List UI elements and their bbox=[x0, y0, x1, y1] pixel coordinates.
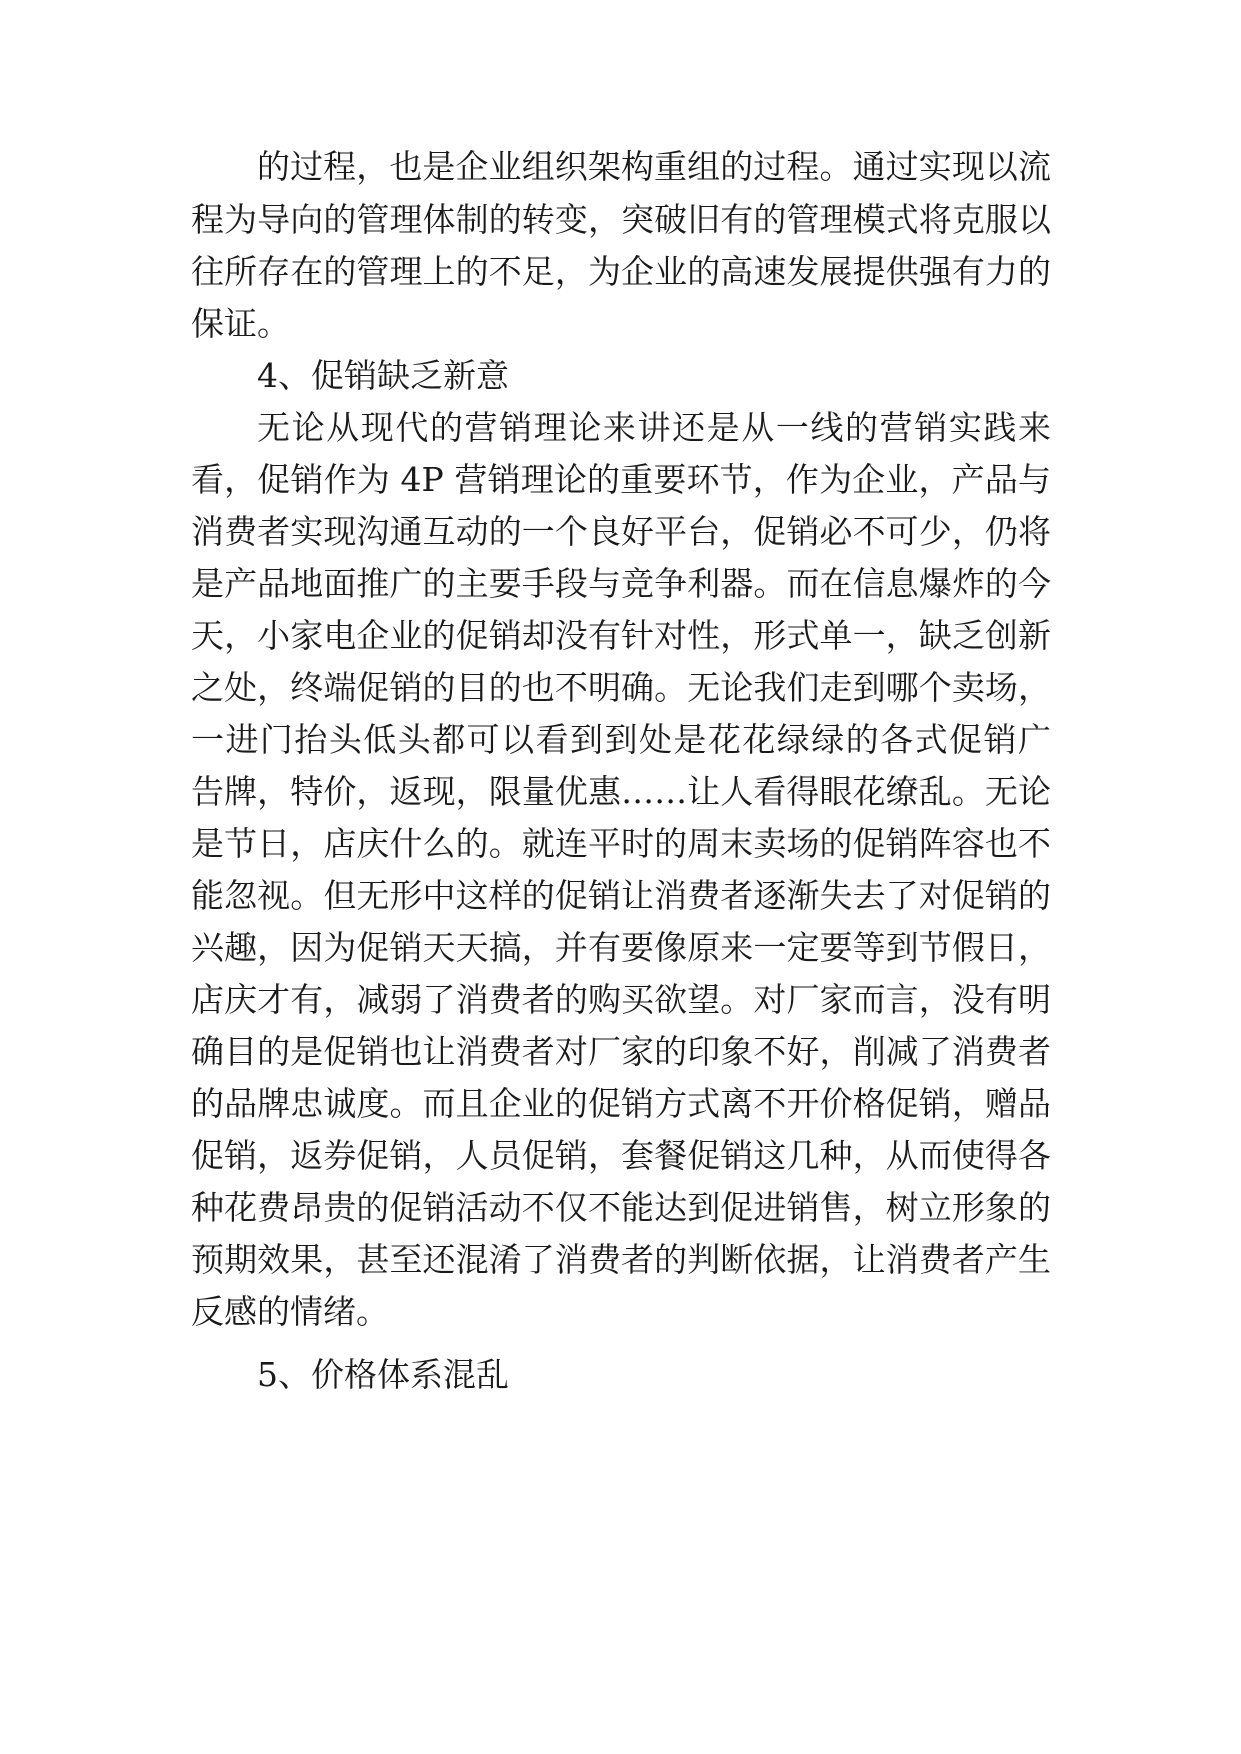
paragraph-line: 一进门抬头低头都可以看到到处是花花绿绿的各式促销广 bbox=[191, 720, 1051, 759]
paragraph-line: 告牌，特价，返现，限量优惠……让人看得眼花缭乱。无论 bbox=[191, 772, 1051, 811]
paragraph-line: 保证。 bbox=[191, 304, 290, 343]
paragraph-line: 确目的是促销也让消费者对厂家的印象不好，削减了消费者 bbox=[191, 1032, 1051, 1071]
paragraph-line: 是产品地面推广的主要手段与竞争利器。而在信息爆炸的今 bbox=[191, 564, 1051, 603]
paragraph-line: 种花费昂贵的促销活动不仅不能达到促进销售，树立形象的 bbox=[191, 1188, 1051, 1227]
paragraph-line: 的过程，也是企业组织架构重组的过程。通过实现以流 bbox=[257, 147, 1051, 186]
paragraph-line: 能忽视。但无形中这样的促销让消费者逐渐失去了对促销的 bbox=[191, 876, 1051, 915]
paragraph-line: 无论从现代的营销理论来讲还是从一线的营销实践来 bbox=[257, 408, 1051, 447]
section-heading: 4、促销缺乏新意 bbox=[257, 356, 509, 395]
paragraph-line: 看，促销作为 4P 营销理论的重要环节，作为企业，产品与 bbox=[191, 460, 1051, 499]
paragraph-line: 是节日，店庆什么的。就连平时的周末卖场的促销阵容也不 bbox=[191, 824, 1051, 863]
paragraph-line: 天，小家电企业的促销却没有针对性，形式单一，缺乏创新 bbox=[191, 616, 1051, 655]
paragraph-line: 的品牌忠诚度。而且企业的促销方式离不开价格促销，赠品 bbox=[191, 1084, 1051, 1123]
paragraph-line: 反感的情绪。 bbox=[191, 1292, 389, 1331]
paragraph-line: 之处，终端促销的目的也不明确。无论我们走到哪个卖场， bbox=[191, 668, 1051, 707]
paragraph-line: 兴趣，因为促销天天搞，并有要像原来一定要等到节假日， bbox=[191, 928, 1051, 967]
paragraph-line: 促销，返券促销，人员促销，套餐促销这几种，从而使得各 bbox=[191, 1136, 1051, 1175]
paragraph-line: 店庆才有，减弱了消费者的购买欲望。对厂家而言，没有明 bbox=[191, 980, 1051, 1019]
paragraph-line: 预期效果，甚至还混淆了消费者的判断依据，让消费者产生 bbox=[191, 1240, 1051, 1279]
paragraph-line: 程为导向的管理体制的转变，突破旧有的管理模式将克服以 bbox=[191, 200, 1051, 239]
paragraph-line: 往所存在的管理上的不足，为企业的高速发展提供强有力的 bbox=[191, 252, 1051, 291]
paragraph-line: 消费者实现沟通互动的一个良好平台，促销必不可少，仍将 bbox=[191, 512, 1051, 551]
section-heading: 5、价格体系混乱 bbox=[257, 1355, 509, 1394]
